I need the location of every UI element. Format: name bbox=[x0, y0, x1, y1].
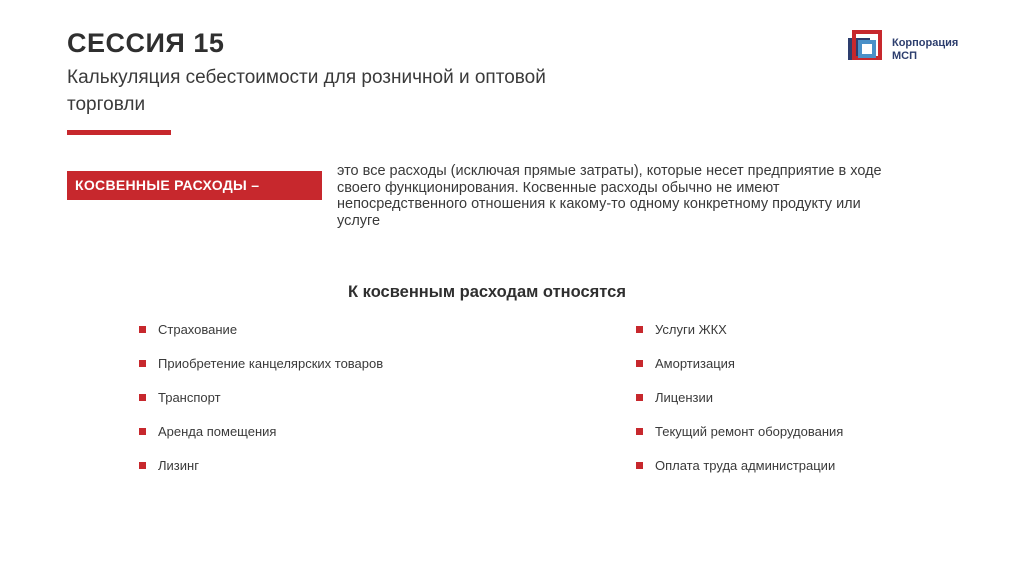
logo-line-2: МСП bbox=[892, 50, 918, 62]
section-heading: К косвенным расходам относятся bbox=[348, 283, 626, 301]
list-item-text: Страхование bbox=[158, 322, 238, 337]
corporation-msp-logo-icon bbox=[846, 28, 886, 68]
term-badge: КОСВЕННЫЕ РАСХОДЫ – bbox=[67, 171, 322, 200]
logo-line-1: Корпорация bbox=[892, 37, 959, 49]
page-title: СЕССИЯ 15 bbox=[67, 28, 225, 58]
square-bullet-icon bbox=[139, 360, 146, 367]
list-item-text: Лизинг bbox=[158, 458, 199, 473]
list-item-text: Аренда помещения bbox=[158, 424, 277, 439]
list-item-text: Услуги ЖКХ bbox=[655, 322, 727, 337]
logo-text bbox=[892, 37, 958, 63]
square-bullet-icon bbox=[636, 462, 643, 469]
square-bullet-icon bbox=[139, 462, 146, 469]
list-item-text: Текущий ремонт оборудования bbox=[655, 424, 844, 439]
square-bullet-icon bbox=[636, 326, 643, 333]
square-bullet-icon bbox=[139, 428, 146, 435]
list-item-text: Приобретение канцелярских товаров bbox=[158, 356, 384, 371]
list-item-text: Транспорт bbox=[158, 390, 221, 405]
square-bullet-icon bbox=[636, 360, 643, 367]
page-subtitle: Калькуляция себестоимости для розничной и оптовой торговли bbox=[67, 67, 546, 115]
square-bullet-icon bbox=[139, 394, 146, 401]
square-bullet-icon bbox=[636, 394, 643, 401]
list-item-text: Оплата труда администрации bbox=[655, 458, 836, 473]
logo bbox=[846, 28, 986, 68]
square-bullet-icon bbox=[139, 326, 146, 333]
definition-text: это все расходы (исключая прямые затраты), которые несет предприятие в ходе своего функционирования. Косвенные расходы обычно не имеют непосредственного отношения к какому-то одному конкретному продукту или услуге bbox=[337, 163, 882, 229]
title-underline bbox=[67, 130, 171, 135]
list-item-text: Амортизация bbox=[655, 356, 735, 371]
square-bullet-icon bbox=[636, 428, 643, 435]
list-item-text: Лицензии bbox=[655, 390, 713, 405]
